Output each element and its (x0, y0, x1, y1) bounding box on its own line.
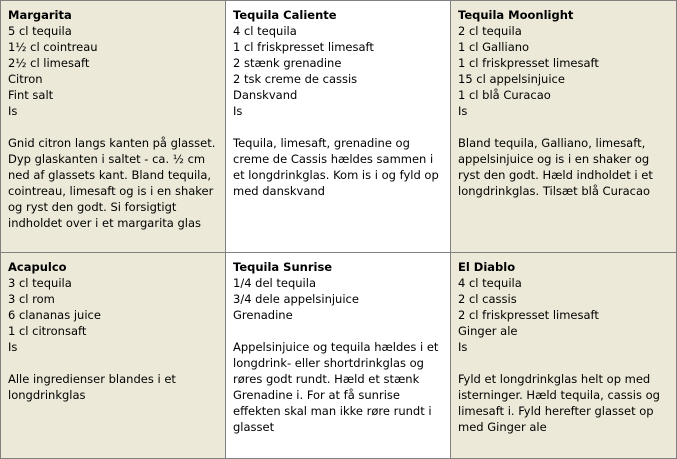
ingredient: Is (8, 104, 18, 118)
ingredient: 1 cl Galliano (458, 40, 530, 54)
spacer (458, 119, 669, 135)
recipe-cell-tequila-moonlight (451, 1, 676, 253)
ingredient: Ginger ale (458, 324, 518, 338)
recipe-title: El Diablo (458, 260, 516, 274)
recipe-title: Tequila Sunrise (233, 260, 333, 274)
ingredient: Grenadine (233, 308, 293, 322)
ingredient: 3 cl rom (8, 292, 55, 306)
ingredient: Is (458, 104, 468, 118)
recipe-cell-acapulco (1, 253, 226, 458)
recipe-instructions: Fyld et longdrinkglas helt op med isterninger. Hæld tequila, cassis og limesaft i. Fyld herefter glasset op med Ginger ale (458, 372, 660, 434)
ingredient: 2 tsk creme de cassis (233, 72, 358, 86)
ingredient: Danskvand (233, 88, 298, 102)
ingredient: 4 cl tequila (233, 24, 297, 38)
recipe-cell-el-diablo (451, 253, 676, 458)
ingredient: Citron (8, 72, 43, 86)
ingredient: Is (233, 104, 243, 118)
ingredient: 4 cl tequila (458, 276, 522, 290)
ingredient: 2 cl tequila (458, 24, 522, 38)
ingredient: 1/4 del tequila (233, 276, 316, 290)
recipe-title: Tequila Moonlight (458, 8, 574, 22)
recipe-title: Acapulco (8, 260, 67, 274)
recipe-instructions: Tequila, limesaft, grenadine og creme de Cassis hældes sammen i et longdrinkglas. Kom is i og fyld op med danskvand (233, 136, 439, 198)
recipe-cell-margarita (1, 1, 226, 253)
recipe-title: Tequila Caliente (233, 8, 337, 22)
ingredient: 1 cl friskpresset limesaft (233, 40, 374, 54)
ingredient: 1½ cl cointreau (8, 40, 98, 54)
ingredient: Is (458, 340, 468, 354)
spacer (8, 119, 218, 135)
spacer (233, 323, 443, 339)
ingredient: Fint salt (8, 88, 54, 102)
ingredient: 2 cl cassis (458, 292, 517, 306)
spacer (233, 119, 443, 135)
recipe-instructions: Bland tequila, Galliano, limesaft, appelsinjuice og is i en shaker og ryst den godt. Hæld indholdet i et longdrinkglas. Tilsæt blå Curacao (458, 136, 653, 198)
ingredient: Is (8, 340, 18, 354)
recipe-title: Margarita (8, 8, 72, 22)
ingredient: 2 stænk grenadine (233, 56, 342, 70)
recipe-instructions: Alle ingredienser blandes i et longdrinkglas (8, 372, 176, 402)
recipe-cell-tequila-sunrise (226, 253, 451, 458)
ingredient: 3/4 dele appelsinjuice (233, 292, 359, 306)
ingredient: 2 cl friskpresset limesaft (458, 308, 599, 322)
ingredient: 3 cl tequila (8, 276, 72, 290)
spacer (458, 355, 669, 371)
ingredient: 1 cl blå Curacao (458, 88, 551, 102)
spacer (8, 355, 218, 371)
ingredient: 1 cl citronsaft (8, 324, 87, 338)
ingredient: 1 cl friskpresset limesaft (458, 56, 599, 70)
ingredient: 15 cl appelsinjuice (458, 72, 565, 86)
ingredient: 5 cl tequila (8, 24, 72, 38)
ingredient: 6 clananas juice (8, 308, 101, 322)
recipe-cell-tequila-caliente (226, 1, 451, 253)
ingredient: 2½ cl limesaft (8, 56, 90, 70)
recipe-instructions: Gnid citron langs kanten på glasset. Dyp glaskanten i saltet - ca. ½ cm ned af glassets kant. Bland tequila, cointreau, limesaft og is i en shaker og ryst den godt. Si forsigtigt indholdet over i et margarita glas (8, 136, 216, 230)
recipe-instructions: Appelsinjuice og tequila hældes i et longdrink- eller shortdrinkglas og røres godt rundt. Hæld et stænk Grenadine i. For at få sunrise effekten skal man ikke røre rundt i glasset (233, 340, 439, 434)
